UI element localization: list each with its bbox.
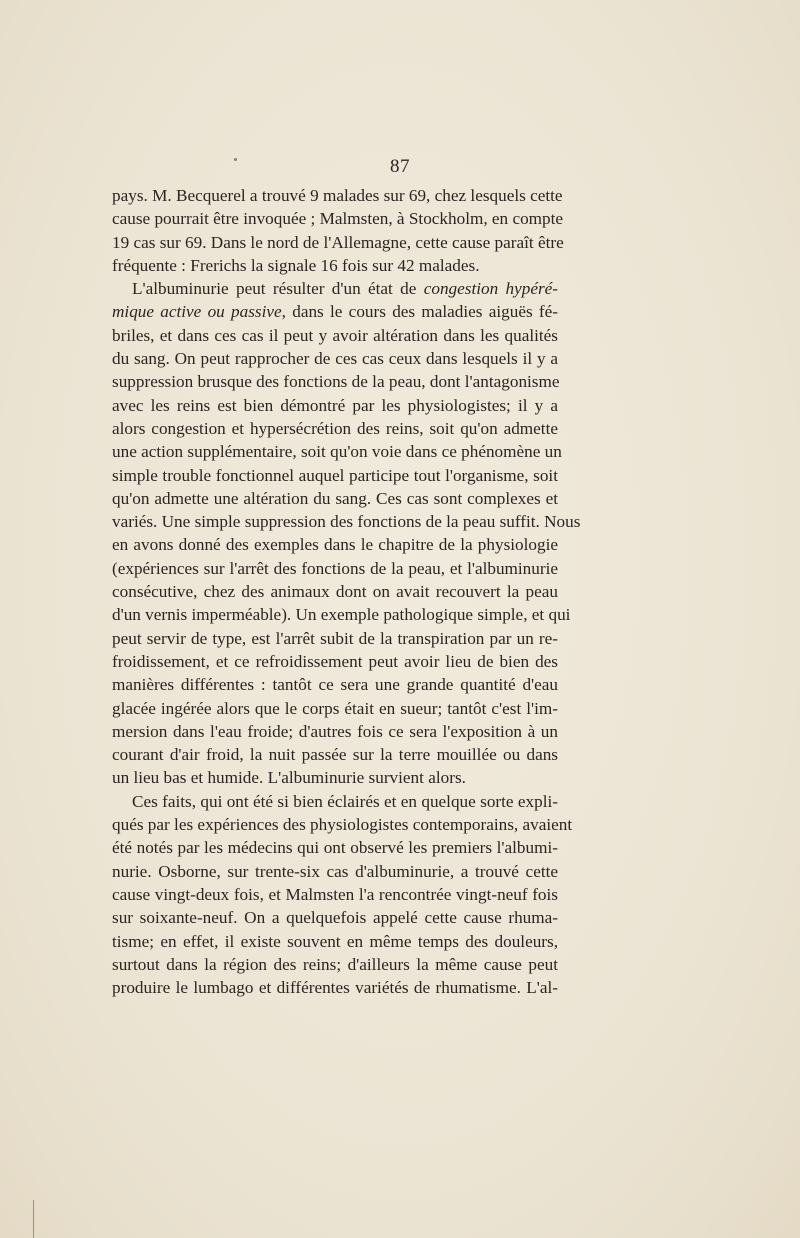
- text-line: cause vingt-deux fois, et Malmsten l'a rencontrée vingt-neuf fois: [112, 884, 558, 904]
- binding-edge-line: [33, 1200, 34, 1238]
- text-line: pays. M. Becquerel a trouvé 9 malades sur 69, chez lesquels cette: [112, 186, 563, 205]
- text-line: sur soixante-neuf. On a quelquefois appelé cette cause rhuma-: [112, 908, 558, 928]
- text-line: alors congestion et hypersécrétion des reins, soit qu'on admette: [112, 418, 558, 438]
- text-line: consécutive, chez des animaux dont on avait recouvert la peau: [112, 582, 558, 602]
- italic-term: mique active ou passive: [112, 302, 282, 322]
- text-line: manières différentes : tantôt ce sera une grande quantité d'eau: [112, 675, 558, 695]
- text-line: courant d'air froid, la nuit passée sur la terre mouillée ou dans: [112, 745, 558, 765]
- text-line: nurie. Osborne, sur trente-six cas d'albuminurie, a trouvé cette: [112, 861, 558, 881]
- text-line: glacée ingérée alors que le corps était en sueur; tantôt c'est l'im-: [112, 698, 558, 718]
- text-line: du sang. On peut rapprocher de ces cas ceux dans lesquels il y a: [112, 349, 558, 369]
- text-line: en avons donné des exemples dans le chapitre de la physiologie: [112, 535, 558, 555]
- text-line: suppression brusque des fonctions de la peau, dont l'antagonisme: [112, 372, 560, 392]
- text-line: L'albuminurie peut résulter d'un état de congestion hypéré-: [132, 279, 559, 299]
- text-line: 19 cas sur 69. Dans le nord de l'Allemagne, cette cause paraît être: [112, 232, 564, 252]
- text-line: froidissement, et ce refroidissement peut avoir lieu de bien des: [112, 651, 558, 671]
- text-line: variés. Une simple suppression des fonctions de la peau suffit. Nous: [112, 512, 581, 532]
- text-line: tisme; en effet, il existe souvent en même temps des douleurs,: [112, 931, 558, 951]
- text-line: mersion dans l'eau froide; d'autres fois ce sera l'exposition à un: [112, 721, 558, 741]
- text-line: qu'on admette une altération du sang. Ces cas sont complexes et: [112, 488, 558, 508]
- text-line: Ces faits, qui ont été si bien éclairés et en quelque sorte expli-: [132, 791, 558, 811]
- text-line: une action supplémentaire, soit qu'on voie dans ce phénomène un: [112, 442, 562, 462]
- italic-term: congestion hypéré-: [423, 279, 559, 299]
- body-text: [112, 184, 581, 999]
- text-line: produire le lumbago et différentes variétés de rhumatisme. L'al-: [112, 978, 558, 998]
- text-line: d'un vernis imperméable). Un exemple pathologique simple, et qui: [112, 605, 571, 625]
- text-line: surtout dans la région des reins; d'ailleurs la même cause peut: [112, 954, 558, 974]
- text-line: (expériences sur l'arrêt des fonctions de la peau, et l'albuminurie: [112, 558, 558, 578]
- text-line: peut servir de type, est l'arrêt subit de la transpiration par un re-: [112, 628, 558, 648]
- text-line: qués par les expériences des physiologistes contemporains, avaient: [112, 815, 573, 835]
- text-line: simple trouble fonctionnel auquel participe tout l'organisme, soit: [112, 465, 558, 485]
- text-line: un lieu bas et humide. L'albuminurie survient alors.: [112, 768, 466, 788]
- text-line: cause pourrait être invoquée ; Malmsten, à Stockholm, en compte: [112, 209, 564, 229]
- text-line: été notés par les médecins qui ont observé les premiers l'albumi-: [112, 838, 558, 858]
- text-line: briles, et dans ces cas il peut y avoir altération dans les qualités: [112, 325, 558, 345]
- text-line: avec les reins est bien démontré par les physiologistes; il y a: [112, 395, 558, 415]
- text-line: fréquente : Frerichs la signale 16 fois sur 42 malades.: [112, 255, 480, 275]
- text-line: mique active ou passive, dans le cours des maladies aiguës fé-: [112, 302, 558, 322]
- page-number: 87: [390, 156, 410, 177]
